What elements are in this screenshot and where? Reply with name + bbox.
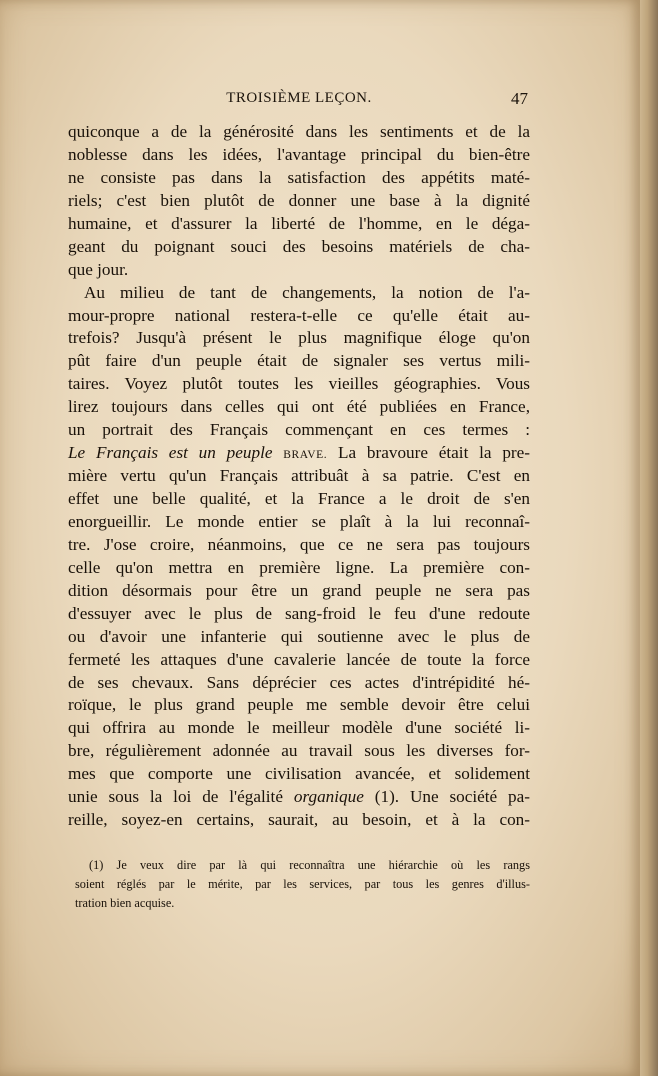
text-line: celle qu'on mettra en première ligne. La première con- <box>68 557 530 577</box>
text-line <box>68 442 530 465</box>
page-header <box>68 90 530 116</box>
text-line <box>68 786 530 809</box>
text-line: riels; c'est bien plutôt de donner une base à la dignité <box>68 190 530 210</box>
text-line: fermeté les attaques d'une cavalerie lancée de toute la force <box>68 649 530 669</box>
footnote <box>75 856 530 913</box>
page-edge <box>640 0 658 1076</box>
text-line: roïque, le plus grand peuple me semble devoir être celui <box>68 695 530 715</box>
text-fragment: La bravoure était la pre- <box>338 443 530 463</box>
italic-word: organique <box>293 787 364 807</box>
text-line: d'essuyer avec le plus de sang-froid le feu d'une redoute <box>68 603 530 623</box>
text-line: quiconque a de la générosité dans les sentiments et de la <box>68 122 530 141</box>
page-number: 47 <box>511 89 528 108</box>
text-line: noblesse dans les idées, l'avantage principal du bien-être <box>68 144 530 164</box>
running-title: TROISIÈME LEÇON. <box>226 90 372 106</box>
footnote-line: tration bien acquise. <box>75 896 175 910</box>
main-text <box>68 121 530 832</box>
text-line: que jour. <box>68 259 129 279</box>
text-line: mes que comporte une civilisation avancée, et solidement <box>68 764 530 784</box>
text-line: ne consiste pas dans la satisfaction des appétits maté- <box>68 167 530 187</box>
text-fragment: unie sous la loi de l'égalité <box>68 787 283 807</box>
text-line: geant du poignant souci des besoins matériels de cha- <box>68 236 530 256</box>
text-line: dition désormais pour être un grand peuple ne sera pas <box>68 580 530 600</box>
text-line: de ses chevaux. Sans déprécier ces actes d'intrépidité hé- <box>68 672 530 692</box>
text-line: un portrait des Français commençant en ces termes : <box>68 420 530 440</box>
text-line: qui offrira au monde le meilleur modèle d'une société li- <box>68 718 530 738</box>
text-line: taires. Voyez plutôt toutes les vieilles géographies. Vous <box>68 374 530 394</box>
italic-phrase: Le Français est un peuple <box>68 443 273 463</box>
text-line: humaine, et d'assurer la liberté de l'homme, en le déga- <box>68 213 530 233</box>
footnote-line: (1) Je veux dire par là qui reconnaîtra une hiérarchie où les rangs <box>89 858 530 872</box>
small-caps-word: BRAVE. <box>283 449 328 462</box>
text-line: ou d'avoir une infanterie qui soutienne avec le plus de <box>68 626 530 646</box>
text-line: reille, soyez-en certains, saurait, au besoin, et à la con- <box>68 810 530 830</box>
text-line: mour-propre national restera-t-elle ce qu'elle était au- <box>68 305 530 325</box>
text-fragment: (1). Une société pa- <box>374 787 531 807</box>
text-line: pût faire d'un peuple était de signaler ses vertus mili- <box>68 351 530 371</box>
text-line: trefois? Jusqu'à présent le plus magnifique éloge qu'on <box>68 328 530 348</box>
text-line: enorgueillir. Le monde entier se plaît à la lui reconnaî- <box>68 511 530 531</box>
text-line: Au milieu de tant de changements, la notion de l'a- <box>84 282 530 302</box>
footnote-line: soient réglés par le mérite, par les services, par tous les genres d'illus- <box>75 877 530 891</box>
text-line: bre, régulièrement adonnée au travail sous les diverses for- <box>68 741 530 761</box>
text-line: effet une belle qualité, et la France a le droit de s'en <box>68 489 530 508</box>
text-line: tre. J'ose croire, néanmoins, que ce ne sera pas toujours <box>68 534 530 554</box>
text-line: mière vertu qu'un Français attribuât à sa patrie. C'est en <box>68 466 530 486</box>
text-line: lirez toujours dans celles qui ont été publiées en France, <box>68 397 530 417</box>
